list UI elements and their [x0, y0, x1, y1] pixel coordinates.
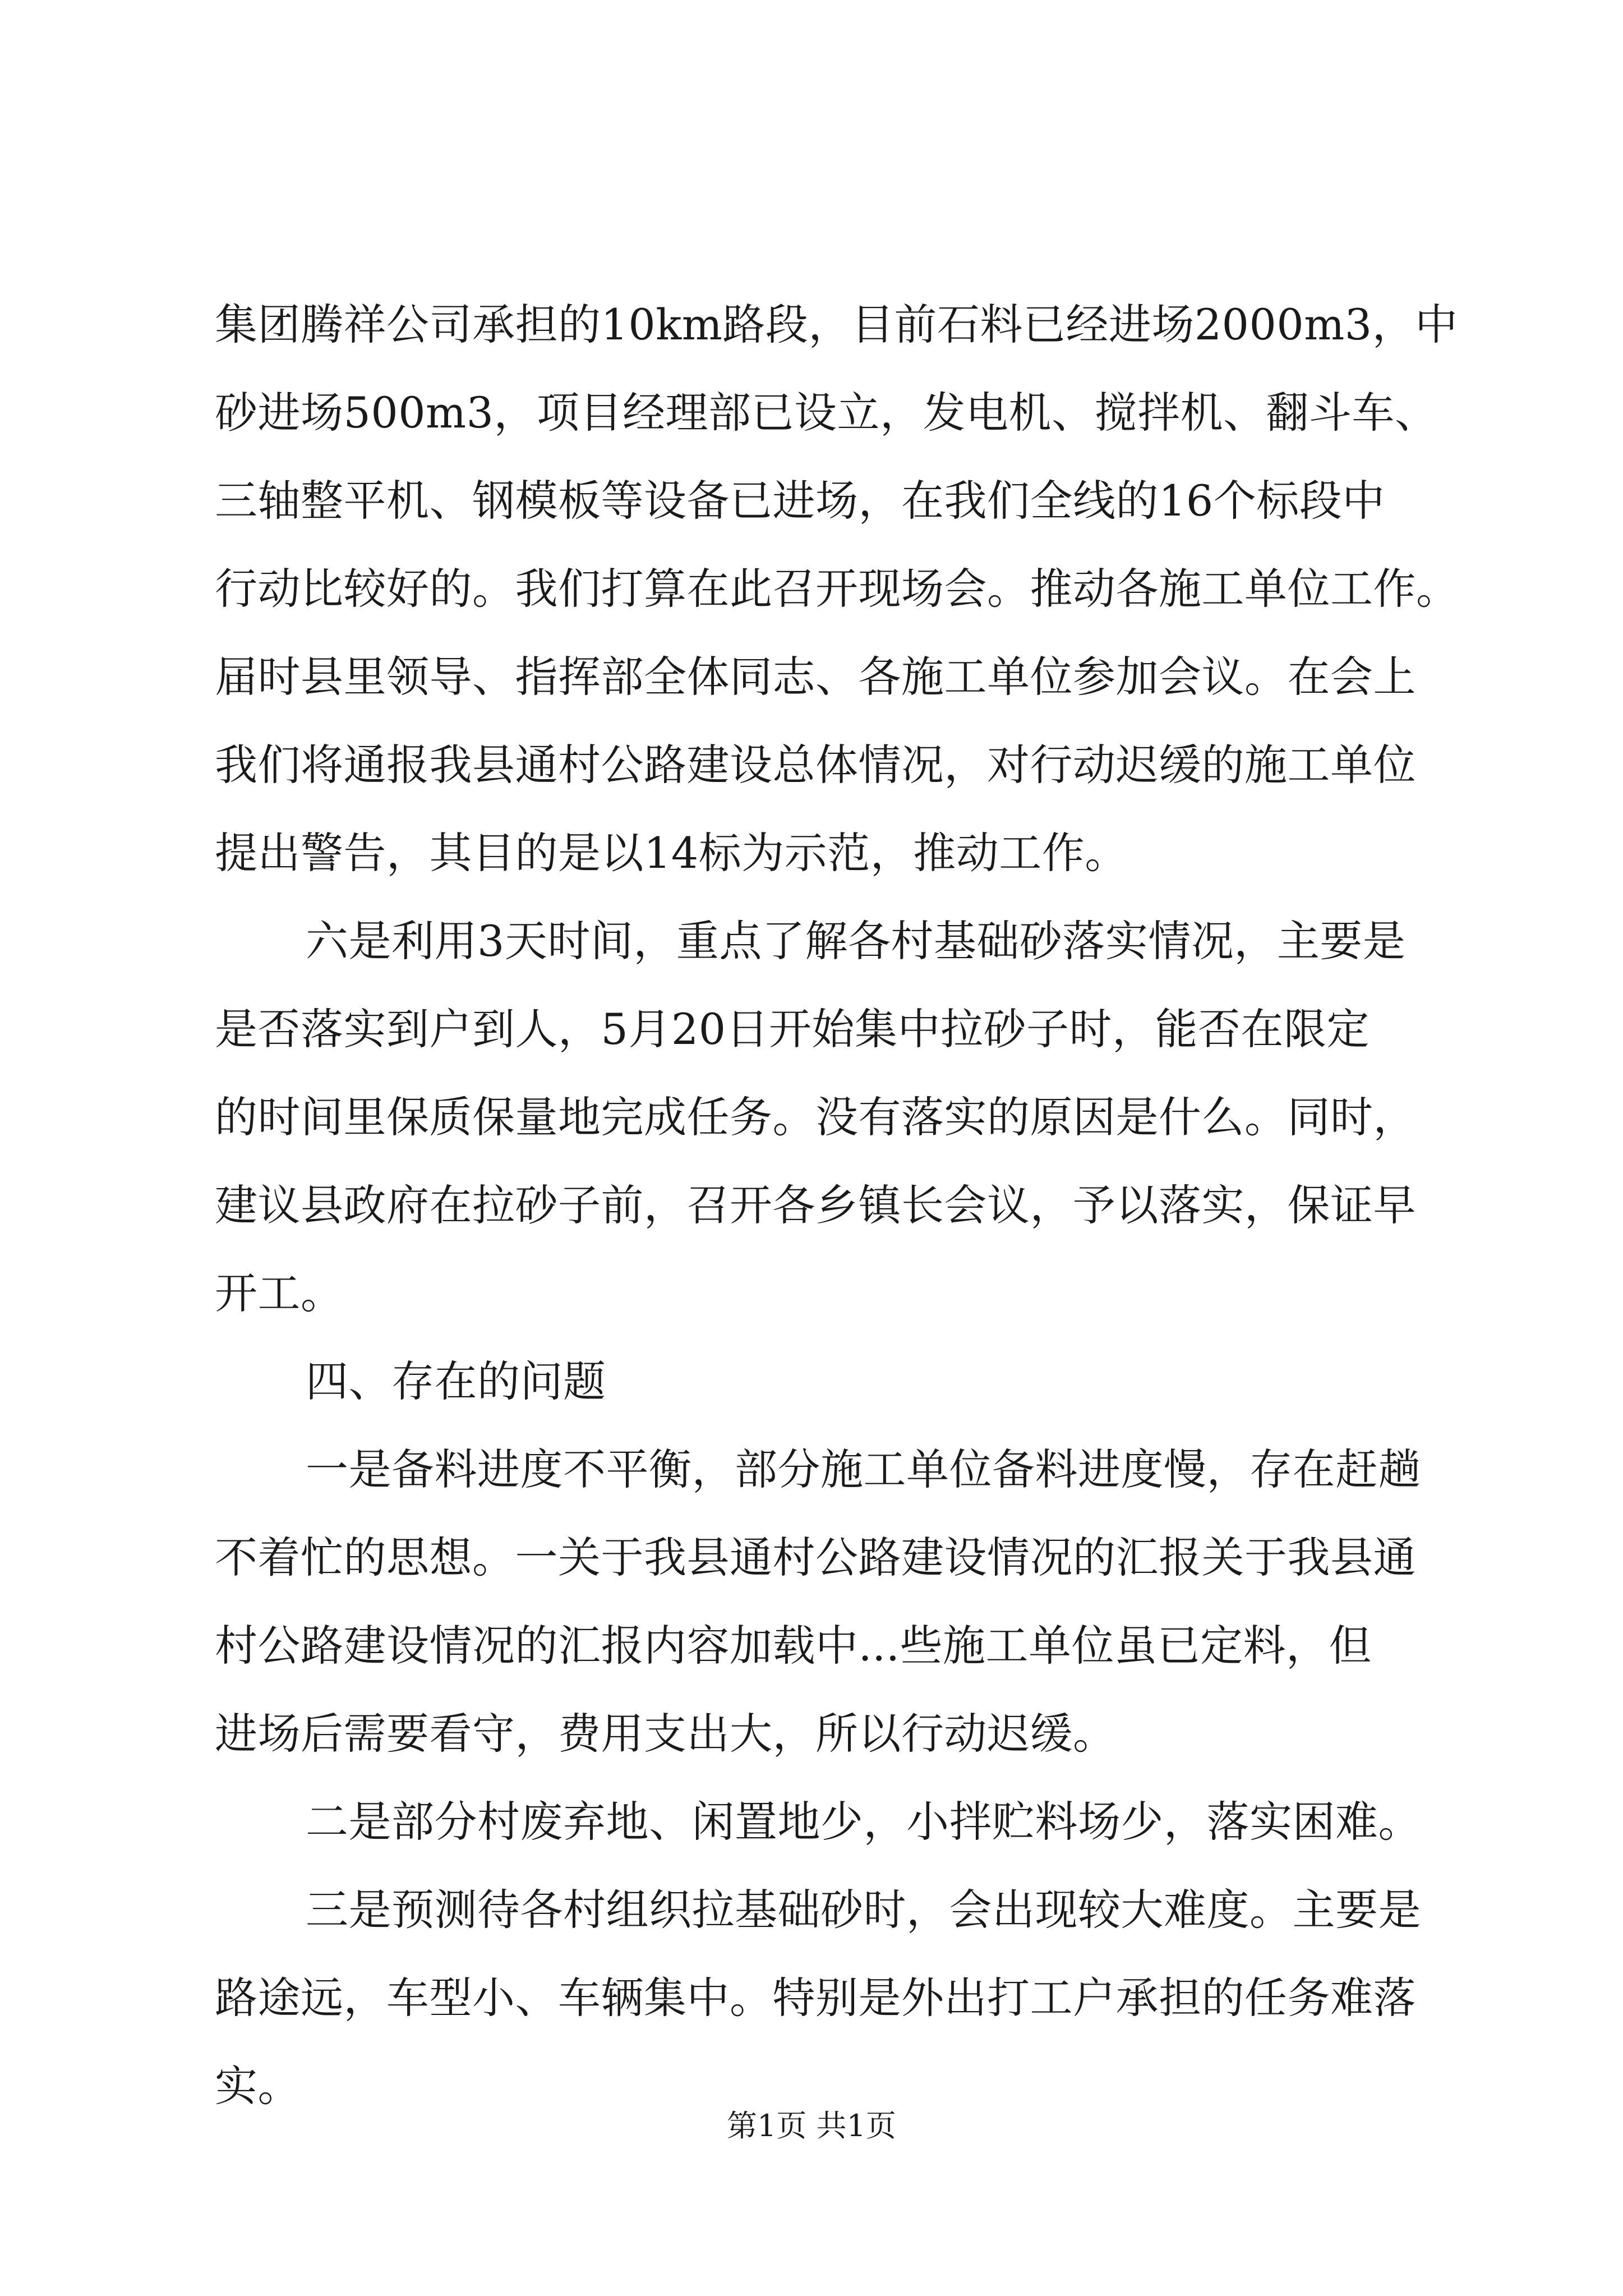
text-line: 三是预测待各村组织拉基础砂时，会出现较大难度。主要是: [306, 1885, 1421, 1935]
text-line: 是否落实到户到人，5月20日开始集中拉砂子时，能否在限定: [215, 1004, 1370, 1054]
text-line: 村公路建设情况的汇报内容加载中...些施工单位虽已定料，但: [215, 1621, 1372, 1671]
text-line: 届时县里领导、指挥部全体同志、各施工单位参加会议。在会上: [215, 652, 1416, 702]
text-line: 一是备料进度不平衡，部分施工单位备料进度慢，存在赶趟: [306, 1444, 1421, 1494]
text-line: 二是部分村废弃地、闲置地少，小拌贮料场少，落实困难。: [306, 1797, 1421, 1847]
text-line: 行动比较好的。我们打算在此召开现场会。推动各施工单位工作。: [215, 564, 1459, 614]
text-line: 的时间里保质保量地完成任务。没有落实的原因是什么。同时，: [215, 1092, 1416, 1142]
text-line: 六是利用3天时间，重点了解各村基础砂落实情况，主要是: [306, 916, 1406, 966]
text-line: 三轴整平机、钢模板等设备已进场，在我们全线的16个标段中: [215, 476, 1385, 526]
text-line: 实。: [215, 2061, 301, 2111]
text-line: 砂进场500m3，项目经理部已设立，发电机、搅拌机、翻斗车、: [215, 388, 1438, 438]
page-footer: [0, 2106, 1623, 2146]
text-line: 路途远，车型小、车辆集中。特别是外出打工户承担的任务难落: [215, 1973, 1416, 2023]
text-line: 我们将通报我县通村公路建设总体情况，对行动迟缓的施工单位: [215, 740, 1416, 790]
text-line: 提出警告，其目的是以14标为示范，推动工作。: [215, 828, 1128, 878]
text-line: 开工。: [215, 1268, 344, 1318]
text-line: 建议县政府在拉砂子前，召开各乡镇长会议，予以落实，保证早: [215, 1180, 1416, 1230]
section-heading: 四、存在的问题: [306, 1356, 606, 1406]
text-line: 进场后需要看守，费用支出大，所以行动迟缓。: [215, 1709, 1116, 1759]
page-number: 第1页 共1页: [727, 2108, 896, 2143]
text-line: 集团腾祥公司承担的10km路段，目前石料已经进场2000m3，中: [215, 300, 1458, 349]
text-line: 不着忙的思想。一关于我县通村公路建设情况的汇报关于我县通: [215, 1533, 1416, 1582]
document-body: [215, 280, 1459, 2130]
